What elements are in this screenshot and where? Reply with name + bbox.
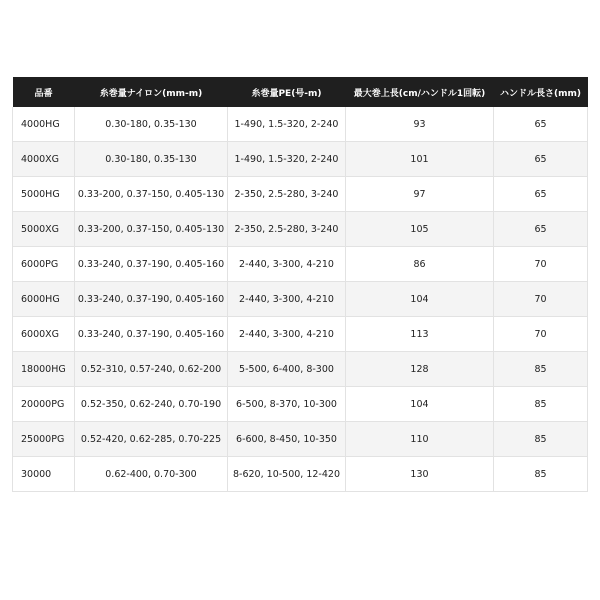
cell-max-retrieve: 128 <box>346 352 494 387</box>
cell-model: 30000 <box>13 457 75 492</box>
cell-pe-capacity: 2-350, 2.5-280, 3-240 <box>228 212 346 247</box>
cell-nylon-capacity: 0.33-240, 0.37-190, 0.405-160 <box>75 317 228 352</box>
cell-pe-capacity: 6-500, 8-370, 10-300 <box>228 387 346 422</box>
table-row <box>13 177 588 212</box>
cell-pe-capacity: 2-440, 3-300, 4-210 <box>228 317 346 352</box>
column-header-max-retrieve: 最大巻上長(cm/ハンドル1回転) <box>346 77 494 107</box>
cell-handle-length: 85 <box>494 422 588 457</box>
cell-model: 20000PG <box>13 387 75 422</box>
cell-nylon-capacity: 0.33-200, 0.37-150, 0.405-130 <box>75 177 228 212</box>
cell-nylon-capacity: 0.30-180, 0.35-130 <box>75 142 228 177</box>
table-row <box>13 387 588 422</box>
cell-pe-capacity: 5-500, 6-400, 8-300 <box>228 352 346 387</box>
table-row <box>13 282 588 317</box>
cell-nylon-capacity: 0.33-200, 0.37-150, 0.405-130 <box>75 212 228 247</box>
column-header-pe-capacity: 糸巻量PE(号-m) <box>228 77 346 107</box>
column-header-model: 品番 <box>13 77 75 107</box>
cell-handle-length: 65 <box>494 107 588 142</box>
cell-nylon-capacity: 0.30-180, 0.35-130 <box>75 107 228 142</box>
cell-pe-capacity: 2-440, 3-300, 4-210 <box>228 282 346 317</box>
cell-nylon-capacity: 0.33-240, 0.37-190, 0.405-160 <box>75 282 228 317</box>
cell-handle-length: 65 <box>494 212 588 247</box>
cell-max-retrieve: 86 <box>346 247 494 282</box>
cell-max-retrieve: 104 <box>346 282 494 317</box>
cell-model: 18000HG <box>13 352 75 387</box>
table-header-row <box>13 77 588 107</box>
column-header-nylon-capacity: 糸巻量ナイロン(mm-m) <box>75 77 228 107</box>
cell-max-retrieve: 113 <box>346 317 494 352</box>
cell-handle-length: 85 <box>494 387 588 422</box>
cell-handle-length: 85 <box>494 457 588 492</box>
cell-nylon-capacity: 0.33-240, 0.37-190, 0.405-160 <box>75 247 228 282</box>
cell-max-retrieve: 130 <box>346 457 494 492</box>
cell-model: 6000PG <box>13 247 75 282</box>
spec-table <box>12 77 588 492</box>
cell-max-retrieve: 93 <box>346 107 494 142</box>
cell-nylon-capacity: 0.52-310, 0.57-240, 0.62-200 <box>75 352 228 387</box>
table-row <box>13 212 588 247</box>
cell-handle-length: 65 <box>494 177 588 212</box>
cell-model: 6000HG <box>13 282 75 317</box>
cell-model: 5000XG <box>13 212 75 247</box>
cell-pe-capacity: 2-350, 2.5-280, 3-240 <box>228 177 346 212</box>
cell-nylon-capacity: 0.62-400, 0.70-300 <box>75 457 228 492</box>
cell-max-retrieve: 110 <box>346 422 494 457</box>
cell-pe-capacity: 8-620, 10-500, 12-420 <box>228 457 346 492</box>
cell-pe-capacity: 1-490, 1.5-320, 2-240 <box>228 107 346 142</box>
cell-pe-capacity: 2-440, 3-300, 4-210 <box>228 247 346 282</box>
cell-max-retrieve: 105 <box>346 212 494 247</box>
table-row <box>13 457 588 492</box>
table-row <box>13 422 588 457</box>
cell-model: 6000XG <box>13 317 75 352</box>
table-row <box>13 352 588 387</box>
table-row <box>13 142 588 177</box>
cell-pe-capacity: 1-490, 1.5-320, 2-240 <box>228 142 346 177</box>
cell-handle-length: 70 <box>494 282 588 317</box>
cell-handle-length: 70 <box>494 247 588 282</box>
cell-model: 4000HG <box>13 107 75 142</box>
table-row <box>13 247 588 282</box>
cell-model: 5000HG <box>13 177 75 212</box>
cell-handle-length: 65 <box>494 142 588 177</box>
cell-handle-length: 70 <box>494 317 588 352</box>
cell-max-retrieve: 104 <box>346 387 494 422</box>
table-row <box>13 107 588 142</box>
cell-max-retrieve: 101 <box>346 142 494 177</box>
column-header-handle-length: ハンドル長さ(mm) <box>494 77 588 107</box>
cell-handle-length: 85 <box>494 352 588 387</box>
cell-nylon-capacity: 0.52-420, 0.62-285, 0.70-225 <box>75 422 228 457</box>
cell-model: 25000PG <box>13 422 75 457</box>
cell-model: 4000XG <box>13 142 75 177</box>
cell-pe-capacity: 6-600, 8-450, 10-350 <box>228 422 346 457</box>
cell-max-retrieve: 97 <box>346 177 494 212</box>
cell-nylon-capacity: 0.52-350, 0.62-240, 0.70-190 <box>75 387 228 422</box>
table-row <box>13 317 588 352</box>
